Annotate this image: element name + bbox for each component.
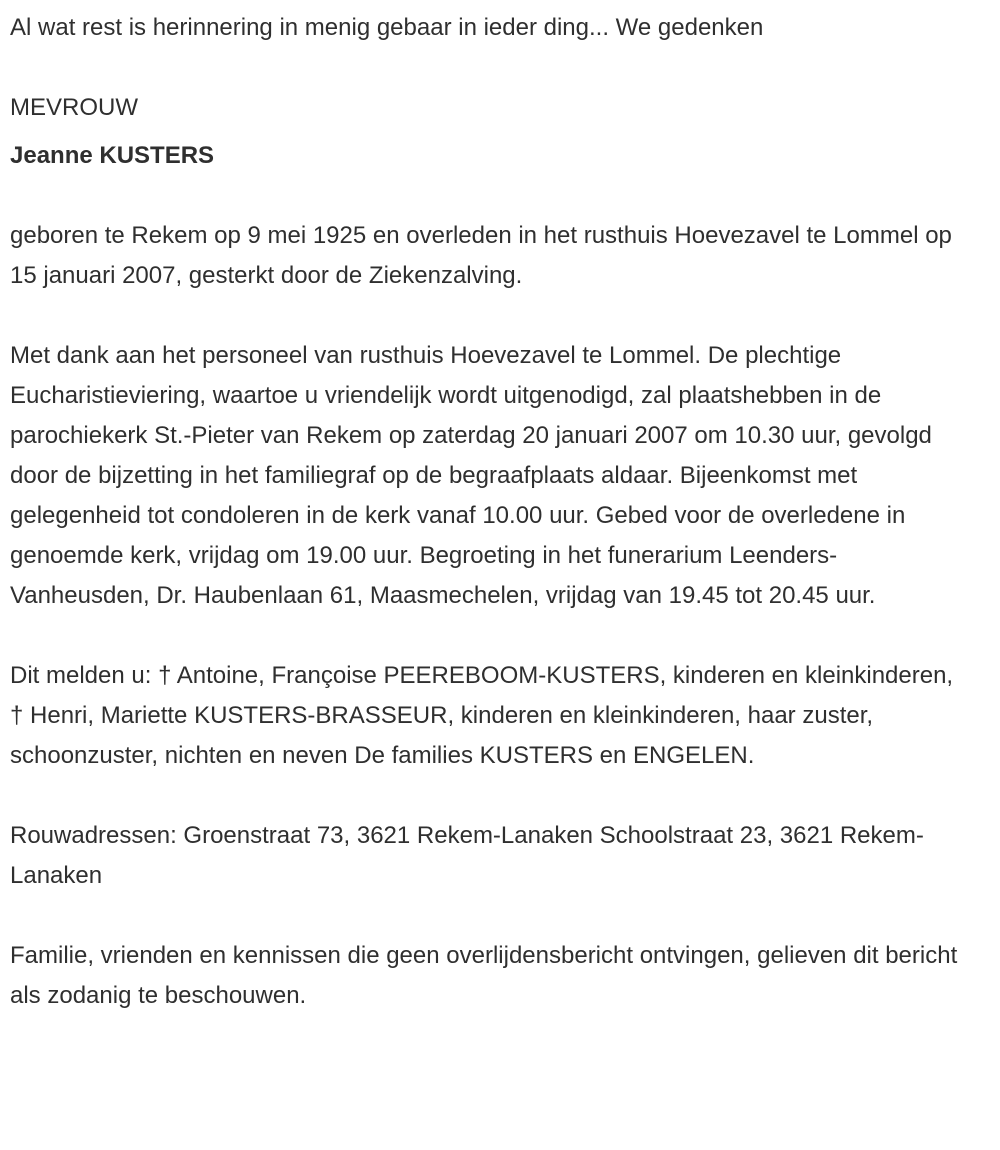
paragraph-mourning-addresses: Rouwadressen: Groenstraat 73, 3621 Rekem-Lanaken Schoolstraat 23, 3621 Rekem-Lanaken	[10, 822, 924, 889]
deceased-name: Jeanne KUSTERS	[10, 142, 215, 169]
paragraph-family-announcement: Dit melden u: † Antoine, Françoise PEEREBOOM-KUSTERS, kinderen en kleinkinderen, † Henri, Mariette KUSTERS-BRASSEUR, kinderen en kleinkinderen, haar zuster, schoonzuster, nichten en neven De families KUSTERS en ENGELEN.	[10, 662, 954, 769]
paragraph-closing-notice: Familie, vrienden en kennissen die geen overlijdensbericht ontvingen, gelieven dit bericht als zodanig te beschouwen.	[10, 942, 958, 1009]
paragraph-birth-death: geboren te Rekem op 9 mei 1925 en overleden in het rusthuis Hoevezavel te Lommel op 15 januari 2007, gesterkt door de Ziekenzalving.	[10, 222, 952, 289]
salutation: MEVROUW	[10, 94, 138, 121]
memorial-intro-line: Al wat rest is herinnering in menig gebaar in ieder ding... We gedenken	[10, 14, 764, 41]
paragraph-ceremony-details: Met dank aan het personeel van rusthuis Hoevezavel te Lommel. De plechtige Eucharistieviering, waartoe u vriendelijk wordt uitgenodigd, zal plaatshebben in de parochiekerk St.-Pieter van Rekem op zaterdag 20 januari 2007 om 10.30 uur, gevolgd door de bijzetting in het familiegraf op de begraafplaats aldaar. Bijeenkomst met gelegenheid tot condoleren in de kerk vanaf 10.00 uur. Gebed voor de overledene in genoemde kerk, vrijdag om 19.00 uur. Begroeting in het funerarium Leenders-Vanheusden, Dr. Haubenlaan 61, Maasmechelen, vrijdag van 19.45 tot 20.45 uur.	[10, 342, 932, 609]
